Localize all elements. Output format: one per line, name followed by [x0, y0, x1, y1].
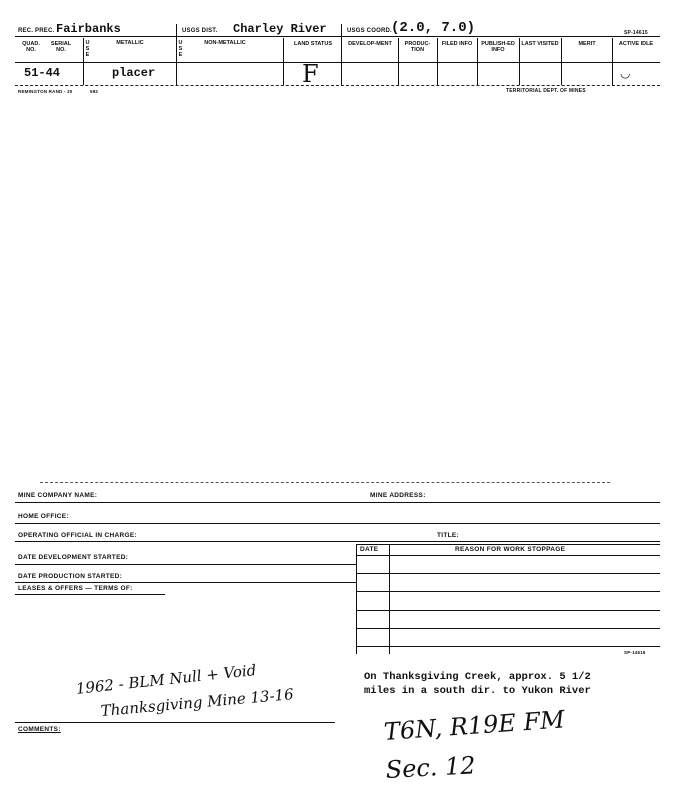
merit-header: MERIT	[578, 41, 596, 47]
form-number-top: SP-14615	[624, 30, 648, 36]
comments-label: COMMENTS:	[18, 726, 61, 733]
stoppage-date-header: DATE	[360, 546, 379, 553]
quad-serial-value: 51-44	[24, 66, 61, 80]
form-number-bottom: SP-14616	[624, 650, 646, 655]
title-label: TITLE:	[437, 532, 460, 539]
mine-company-name-label: MINE COMPANY NAME:	[18, 492, 98, 499]
home-office-label: HOME OFFICE:	[18, 513, 69, 520]
last-visited-header: LAST VISITED	[521, 41, 559, 47]
serial-no-header: SERIAL NO.	[50, 41, 72, 53]
metallic-value: placer	[112, 66, 156, 80]
location-line-2: miles in a south dir. to Yukon River	[364, 685, 591, 697]
rec-prec-value: Fairbanks	[56, 22, 121, 36]
stoppage-reason-header: REASON FOR WORK STOPPAGE	[455, 546, 566, 553]
date-production-label: DATE PRODUCTION STARTED:	[18, 573, 123, 580]
land-status-value: F	[302, 60, 319, 88]
metallic-header: METALLIC	[116, 40, 144, 46]
filed-info-header: FILED INFO	[441, 41, 473, 47]
date-development-label: DATE DEVELOPMENT STARTED:	[18, 554, 129, 561]
handwritten-section: Sec. 12	[385, 751, 477, 784]
handwritten-note-2: Thanksgiving Mine 13-16	[100, 685, 295, 720]
footer-right: TERRITORIAL DEPT. OF MINES	[506, 88, 586, 94]
use-nonmetallic-header: U S E	[178, 40, 183, 58]
land-status-header: LAND STATUS	[294, 41, 332, 47]
non-metallic-header: NON-METALLIC	[204, 40, 246, 46]
mine-address-label: MINE ADDRESS:	[370, 492, 426, 499]
production-header: PRODUC-TION	[404, 41, 431, 53]
footer-left: REMINGTON RAND - 20	[18, 89, 73, 94]
location-line-1: On Thanksgiving Creek, approx. 5 1/2	[364, 671, 591, 683]
usgs-coord-label: USGS COORD.	[347, 28, 392, 34]
usgs-dist-value: Charley River	[233, 22, 327, 36]
use-metallic-header: U S E	[85, 40, 90, 58]
leases-label: LEASES & OFFERS — TERMS OF:	[18, 585, 133, 592]
rec-prec-label: REC. PREC.	[18, 28, 55, 34]
footer-code: 592	[90, 89, 99, 94]
active-idle-header: ACTIVE IDLE	[618, 41, 654, 47]
usgs-dist-label: USGS DIST.	[182, 28, 218, 34]
active-idle-mark: ◡	[620, 66, 631, 80]
usgs-coord-value: (2.0, 7.0)	[391, 20, 476, 36]
quad-no-header: QUAD. NO.	[22, 41, 40, 53]
published-info-header: PUBLISH-ED INFO	[481, 41, 515, 53]
operating-official-label: OPERATING OFFICIAL IN CHARGE:	[18, 532, 137, 539]
handwritten-note-1: 1962 - BLM Null + Void	[75, 661, 258, 698]
handwritten-township: T6N, R19E FM	[383, 705, 566, 746]
development-header: DEVELOP-MENT	[348, 41, 392, 47]
